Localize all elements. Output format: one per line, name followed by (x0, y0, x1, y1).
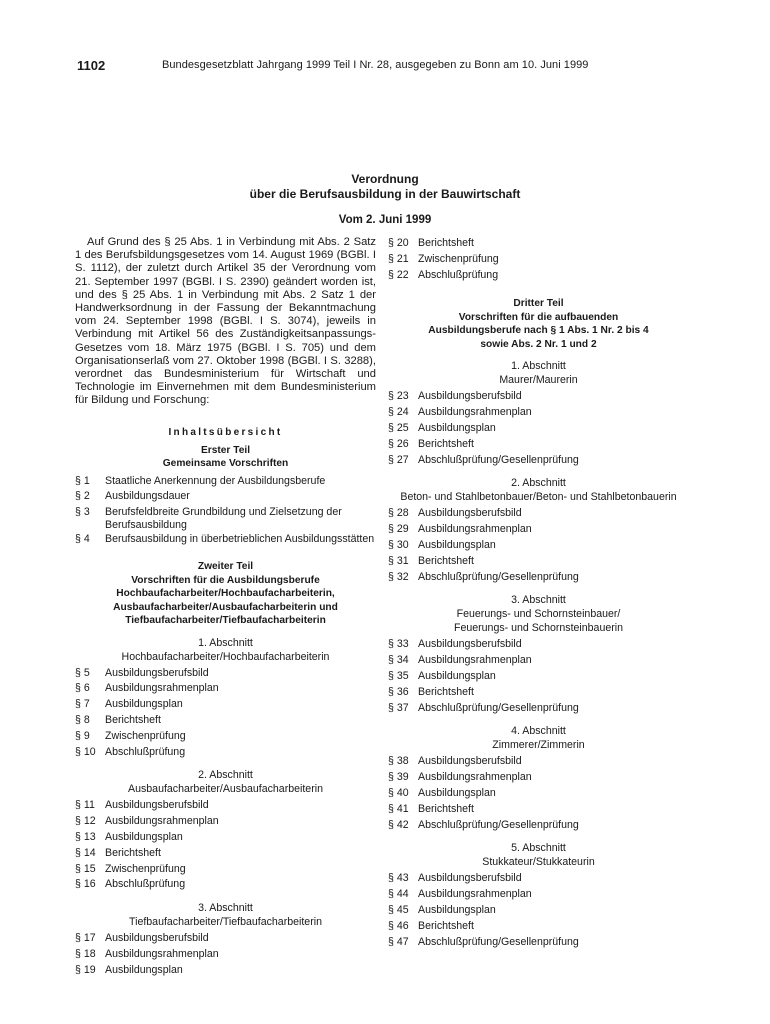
toc-entry-number: § 47 (388, 935, 409, 948)
toc-entry-number: § 28 (388, 507, 409, 520)
toc-entry (75, 697, 376, 713)
toc-entry-label: Zwischenprüfung (418, 252, 499, 265)
toc-entry (75, 532, 376, 548)
toc-entry-number: § 34 (388, 654, 409, 667)
toc-entry-label: Berufsfeldbreite Grundbildung und Zielsetzung der Berufsausbildung (105, 506, 342, 532)
part-heading (75, 560, 376, 628)
section-subtitle: Stukkateur/Stukkateurin (482, 856, 595, 869)
section-subtitle: Feuerungs- und Schornsteinbauer/ (456, 608, 621, 621)
toc-entry (75, 474, 376, 490)
toc-entry (75, 963, 376, 979)
toc-entry-number: § 21 (388, 252, 409, 265)
toc-entry-number: § 30 (388, 538, 409, 551)
toc-entry-number: § 2 (75, 490, 90, 503)
toc-entry-number: § 46 (388, 919, 409, 932)
section-title: 3. Abschnitt (198, 902, 253, 915)
section-title: 4. Abschnitt (511, 725, 566, 738)
toc-entry-number: § 22 (388, 268, 409, 281)
part-title: Dritter Teil (513, 298, 564, 310)
toc-entry (388, 405, 689, 421)
section-title: 2. Abschnitt (511, 477, 566, 490)
toc-list (388, 506, 689, 585)
toc-entry (388, 818, 689, 834)
toc-list (388, 389, 689, 468)
toc-entry (75, 713, 376, 729)
part-subtitle: Vorschriften für die Ausbildungsberufe Hochbaufacharbeiter/Hochbaufacharbeiterin, Ausbaufacharbeiter/Ausbaufacharbeiterin und Tiefbaufacharbeiter/Tiefbaufacharbeiterin (113, 574, 338, 627)
toc-entry (388, 421, 689, 437)
toc-entry-label: Ausbildungsberufsbild (418, 872, 522, 885)
toc-entry-label: Ausbildungsplan (418, 786, 496, 799)
section-title: 1. Abschnitt (511, 360, 566, 373)
toc-entry (75, 931, 376, 947)
toc-entry-label: Ausbildungsberufsbild (418, 755, 522, 768)
toc-entry-number: § 13 (75, 830, 96, 843)
toc-list (388, 236, 689, 283)
toc-entry-number: § 26 (388, 437, 409, 450)
part-heading (388, 297, 689, 351)
toc-entry-label: Abschlußprüfung (418, 268, 499, 281)
section-heading (75, 901, 376, 929)
toc-entry-label: Ausbildungsdauer (105, 490, 190, 503)
toc-entry (388, 919, 689, 935)
toc-entry-label: Abschlußprüfung/Gesellenprüfung (418, 701, 579, 714)
left-column (75, 236, 376, 978)
toc-entry-number: § 8 (75, 713, 90, 726)
toc-entry-number: § 10 (75, 745, 96, 758)
toc-entry-label: Berichtsheft (105, 846, 161, 859)
right-column (388, 236, 689, 950)
toc-list (388, 754, 689, 833)
toc-entry-number: § 33 (388, 638, 409, 651)
toc-entry-label: Ausbildungsberufsbild (418, 390, 522, 403)
toc-entry-number: § 3 (75, 506, 90, 519)
section-heading (388, 724, 689, 752)
toc-list (388, 637, 689, 716)
toc-entry-label: Abschlußprüfung (105, 878, 186, 891)
toc-entry (388, 570, 689, 586)
toc-entry-number: § 31 (388, 554, 409, 567)
toc-list (75, 666, 376, 761)
toc-entry (388, 701, 689, 717)
section-heading (75, 768, 376, 796)
toc-entry-label: Zwischenprüfung (105, 862, 186, 875)
section-heading (388, 593, 689, 635)
toc-entry (388, 236, 689, 252)
toc-entry-label: Abschlußprüfung/Gesellenprüfung (418, 818, 579, 831)
toc-entry-number: § 20 (388, 237, 409, 249)
toc-entry (75, 877, 376, 893)
toc-entry (75, 745, 376, 761)
toc-entry-label: Ausbildungsberufsbild (105, 799, 209, 812)
part-subtitle: Gemeinsame Vorschriften (162, 458, 289, 470)
toc-entry-number: § 32 (388, 570, 409, 583)
toc-entry (75, 830, 376, 846)
toc-entry-number: § 6 (75, 682, 90, 695)
toc-entry-label: Ausbildungsrahmenplan (418, 523, 532, 536)
toc-entry (388, 506, 689, 522)
toc-entry-label: Ausbildungsrahmenplan (418, 654, 532, 667)
toc-entry (388, 887, 689, 903)
toc-entry (75, 666, 376, 682)
toc-entry-label: Ausbildungsrahmenplan (418, 406, 532, 419)
toc-entry-number: § 12 (75, 815, 96, 828)
document-title (77, 172, 693, 228)
toc-list (75, 798, 376, 893)
toc-list (75, 931, 376, 978)
toc-entry-number: § 19 (75, 963, 96, 976)
section-title: 5. Abschnitt (511, 842, 566, 855)
toc-entry-label: Abschlußprüfung (105, 745, 186, 758)
toc-entry-number: § 45 (388, 903, 409, 916)
toc-entry-label: Berichtsheft (418, 685, 474, 698)
toc-entry-label: Ausbildungsplan (418, 421, 496, 434)
toc-entry (75, 862, 376, 878)
toc-entry (75, 681, 376, 697)
section-subtitle: Feuerungs- und Schornsteinbauerin (453, 622, 624, 635)
toc-entry-label: Ausbildungsplan (418, 538, 496, 551)
toc-entry-label: Ausbildungsrahmenplan (105, 947, 219, 960)
toc-entry-label: Berichtsheft (418, 437, 474, 450)
toc-entry (388, 685, 689, 701)
toc-entry (388, 669, 689, 685)
toc-entry-number: § 7 (75, 698, 90, 711)
section-subtitle: Tiefbaufacharbeiter/Tiefbaufacharbeiterin (129, 916, 322, 929)
toc-entry (388, 637, 689, 653)
toc-entry-number: § 42 (388, 818, 409, 831)
section-subtitle: Hochbaufacharbeiter/Hochbaufacharbeiterin (121, 650, 330, 663)
toc-entry (388, 770, 689, 786)
toc-entry (75, 489, 376, 505)
toc-entry (388, 802, 689, 818)
toc-entry-number: § 9 (75, 729, 90, 742)
section-heading (388, 476, 689, 504)
section-subtitle: Zimmerer/Zimmerin (492, 739, 585, 752)
toc-entry-label: Abschlußprüfung/Gesellenprüfung (418, 570, 579, 583)
toc-entry (388, 554, 689, 570)
section-subtitle: Beton- und Stahlbetonbauer/Beton- und Stahlbetonbauerin (400, 491, 677, 504)
toc-entry-number: § 23 (388, 390, 409, 403)
toc-entry (388, 903, 689, 919)
toc-entry (75, 729, 376, 745)
toc-entry-number: § 4 (75, 533, 90, 546)
toc-entry-number: § 38 (388, 755, 409, 768)
part-title: Erster Teil (200, 444, 251, 456)
toc-entry-number: § 36 (388, 685, 409, 698)
toc-entry-number: § 29 (388, 523, 409, 536)
toc-entry-label: Berichtsheft (105, 713, 161, 726)
toc-entry (388, 538, 689, 554)
toc-entry-label: Berichtsheft (418, 554, 474, 567)
title-date: Vom 2. Juni 1999 (338, 214, 432, 226)
toc-heading: Inhaltsübersicht (168, 426, 283, 438)
toc-entry-label: Ausbildungsrahmenplan (418, 888, 532, 901)
section-heading (388, 841, 689, 869)
toc-entry-label: Ausbildungsberufsbild (105, 932, 209, 945)
toc-entry-label: Abschlußprüfung/Gesellenprüfung (418, 935, 579, 948)
toc-entry-number: § 43 (388, 872, 409, 885)
toc-entry-number: § 24 (388, 406, 409, 419)
page-header (77, 58, 693, 74)
running-head: Bundesgesetzblatt Jahrgang 1999 Teil I Nr. 28, ausgegeben zu Bonn am 10. Juni 1999 (162, 59, 589, 71)
section-heading (388, 359, 689, 387)
toc-entry-label: Staatliche Anerkennung der Ausbildungsberufe (105, 474, 326, 487)
toc-entry-label: Ausbildungsplan (105, 830, 183, 843)
toc-entry-number: § 16 (75, 878, 96, 891)
toc-entry (75, 814, 376, 830)
toc-entry (388, 453, 689, 469)
toc-entry-label: Berichtsheft (418, 802, 474, 815)
toc-entry-label: Ausbildungsrahmenplan (105, 682, 219, 695)
toc-entry-label: Ausbildungsberufsbild (105, 666, 209, 679)
title-line-2: über die Berufsausbildung in der Bauwirtschaft (249, 187, 521, 201)
toc-entry-label: Ausbildungsberufsbild (418, 507, 522, 520)
toc-entry (388, 786, 689, 802)
toc-entry-label: Berufsausbildung in überbetrieblichen Ausbildungsstätten (105, 533, 375, 546)
section-title: 2. Abschnitt (198, 769, 253, 782)
toc-entry (388, 522, 689, 538)
toc-entry-number: § 18 (75, 947, 96, 960)
toc-entry-label: Ausbildungsrahmenplan (105, 815, 219, 828)
toc-entry (388, 653, 689, 669)
toc-entry-number: § 35 (388, 669, 409, 682)
section-heading (75, 636, 376, 664)
toc-entry-label: Ausbildungsplan (105, 963, 183, 976)
section-title: 3. Abschnitt (511, 594, 566, 607)
toc-entry-label: Abschlußprüfung/Gesellenprüfung (418, 453, 579, 466)
toc-entry-number: § 15 (75, 862, 96, 875)
section-subtitle: Ausbaufacharbeiter/Ausbaufacharbeiterin (128, 783, 323, 796)
toc-entry-label: Ausbildungsplan (105, 698, 183, 711)
toc-entry-number: § 27 (388, 453, 409, 466)
toc-entry-label: Ausbildungsberufsbild (418, 638, 522, 651)
toc-entry (388, 935, 689, 951)
toc-entry-number: § 39 (388, 771, 409, 784)
toc-entry (388, 252, 689, 268)
toc-list (388, 871, 689, 950)
toc-entry-label: Ausbildungsplan (418, 669, 496, 682)
toc-entry-number: § 17 (75, 932, 96, 945)
title-line-1: Verordnung (351, 172, 419, 186)
toc-entry-label: Berichtsheft (418, 919, 474, 932)
section-subtitle: Maurer/Maurerin (499, 374, 578, 387)
toc-entry (75, 798, 376, 814)
part-subtitle: Vorschriften für die aufbauenden Ausbildungsberufe nach § 1 Abs. 1 Nr. 2 bis 4 sowie Abs. 2 Nr. 1 und 2 (428, 311, 649, 350)
toc-entry-number: § 5 (75, 666, 90, 679)
page-number: 1102 (77, 58, 106, 73)
toc-entry-number: § 44 (388, 888, 409, 901)
toc-entry (388, 437, 689, 453)
toc-list (75, 474, 376, 548)
toc-entry (388, 268, 689, 284)
toc-entry-label: Berichtsheft (418, 237, 474, 249)
toc-entry (75, 947, 376, 963)
toc-entry-label: Zwischenprüfung (105, 729, 186, 742)
toc-entry-number: § 41 (388, 802, 409, 815)
toc-entry (75, 846, 376, 862)
toc-entry-number: § 14 (75, 846, 96, 859)
part-title: Zweiter Teil (197, 561, 254, 573)
toc-entry-number: § 1 (75, 474, 90, 487)
section-title: 1. Abschnitt (198, 636, 253, 649)
toc-entry-number: § 25 (388, 421, 409, 434)
toc-entry-number: § 11 (75, 799, 95, 812)
toc-entry (388, 389, 689, 405)
toc-entry-label: Ausbildungsrahmenplan (418, 771, 532, 784)
toc-entry (388, 871, 689, 887)
toc-entry-number: § 37 (388, 701, 409, 714)
toc-entry (75, 505, 376, 532)
toc-entry-number: § 40 (388, 786, 409, 799)
part-heading (75, 444, 376, 471)
toc-entry-label: Ausbildungsplan (418, 903, 496, 916)
toc-entry (388, 754, 689, 770)
preamble: Auf Grund des § 25 Abs. 1 in Verbindung mit Abs. 2 Satz 1 des Berufsbildungsgesetzes vom 14. August 1969 (BGBl. I S. 1112), der zuletzt durch Artikel 35 der Verordnung vom 21. September 1997 (BGBl. I S. 2390) geändert worden ist, und des § 25 Abs. 1 in Verbindung mit Abs. 2 Satz 1 der Handwerksordnung in der Fassung der Bekanntmachung vom 24. September 1998 (BGBl. I S. 3074), jeweils in Verbindung mit Artikel 56 des Zuständigkeitsanpassungs-Gesetzes vom 18. März 1975 (BGBl. I S. 705) und dem Organisationserlaß vom 27. Oktober 1998 (BGBl. I S. 3288), verordnet das Bundesministerium für Wirtschaft und Technologie im Einvernehmen mit dem Bundesministerium für Bildung und Forschung: (75, 236, 376, 407)
